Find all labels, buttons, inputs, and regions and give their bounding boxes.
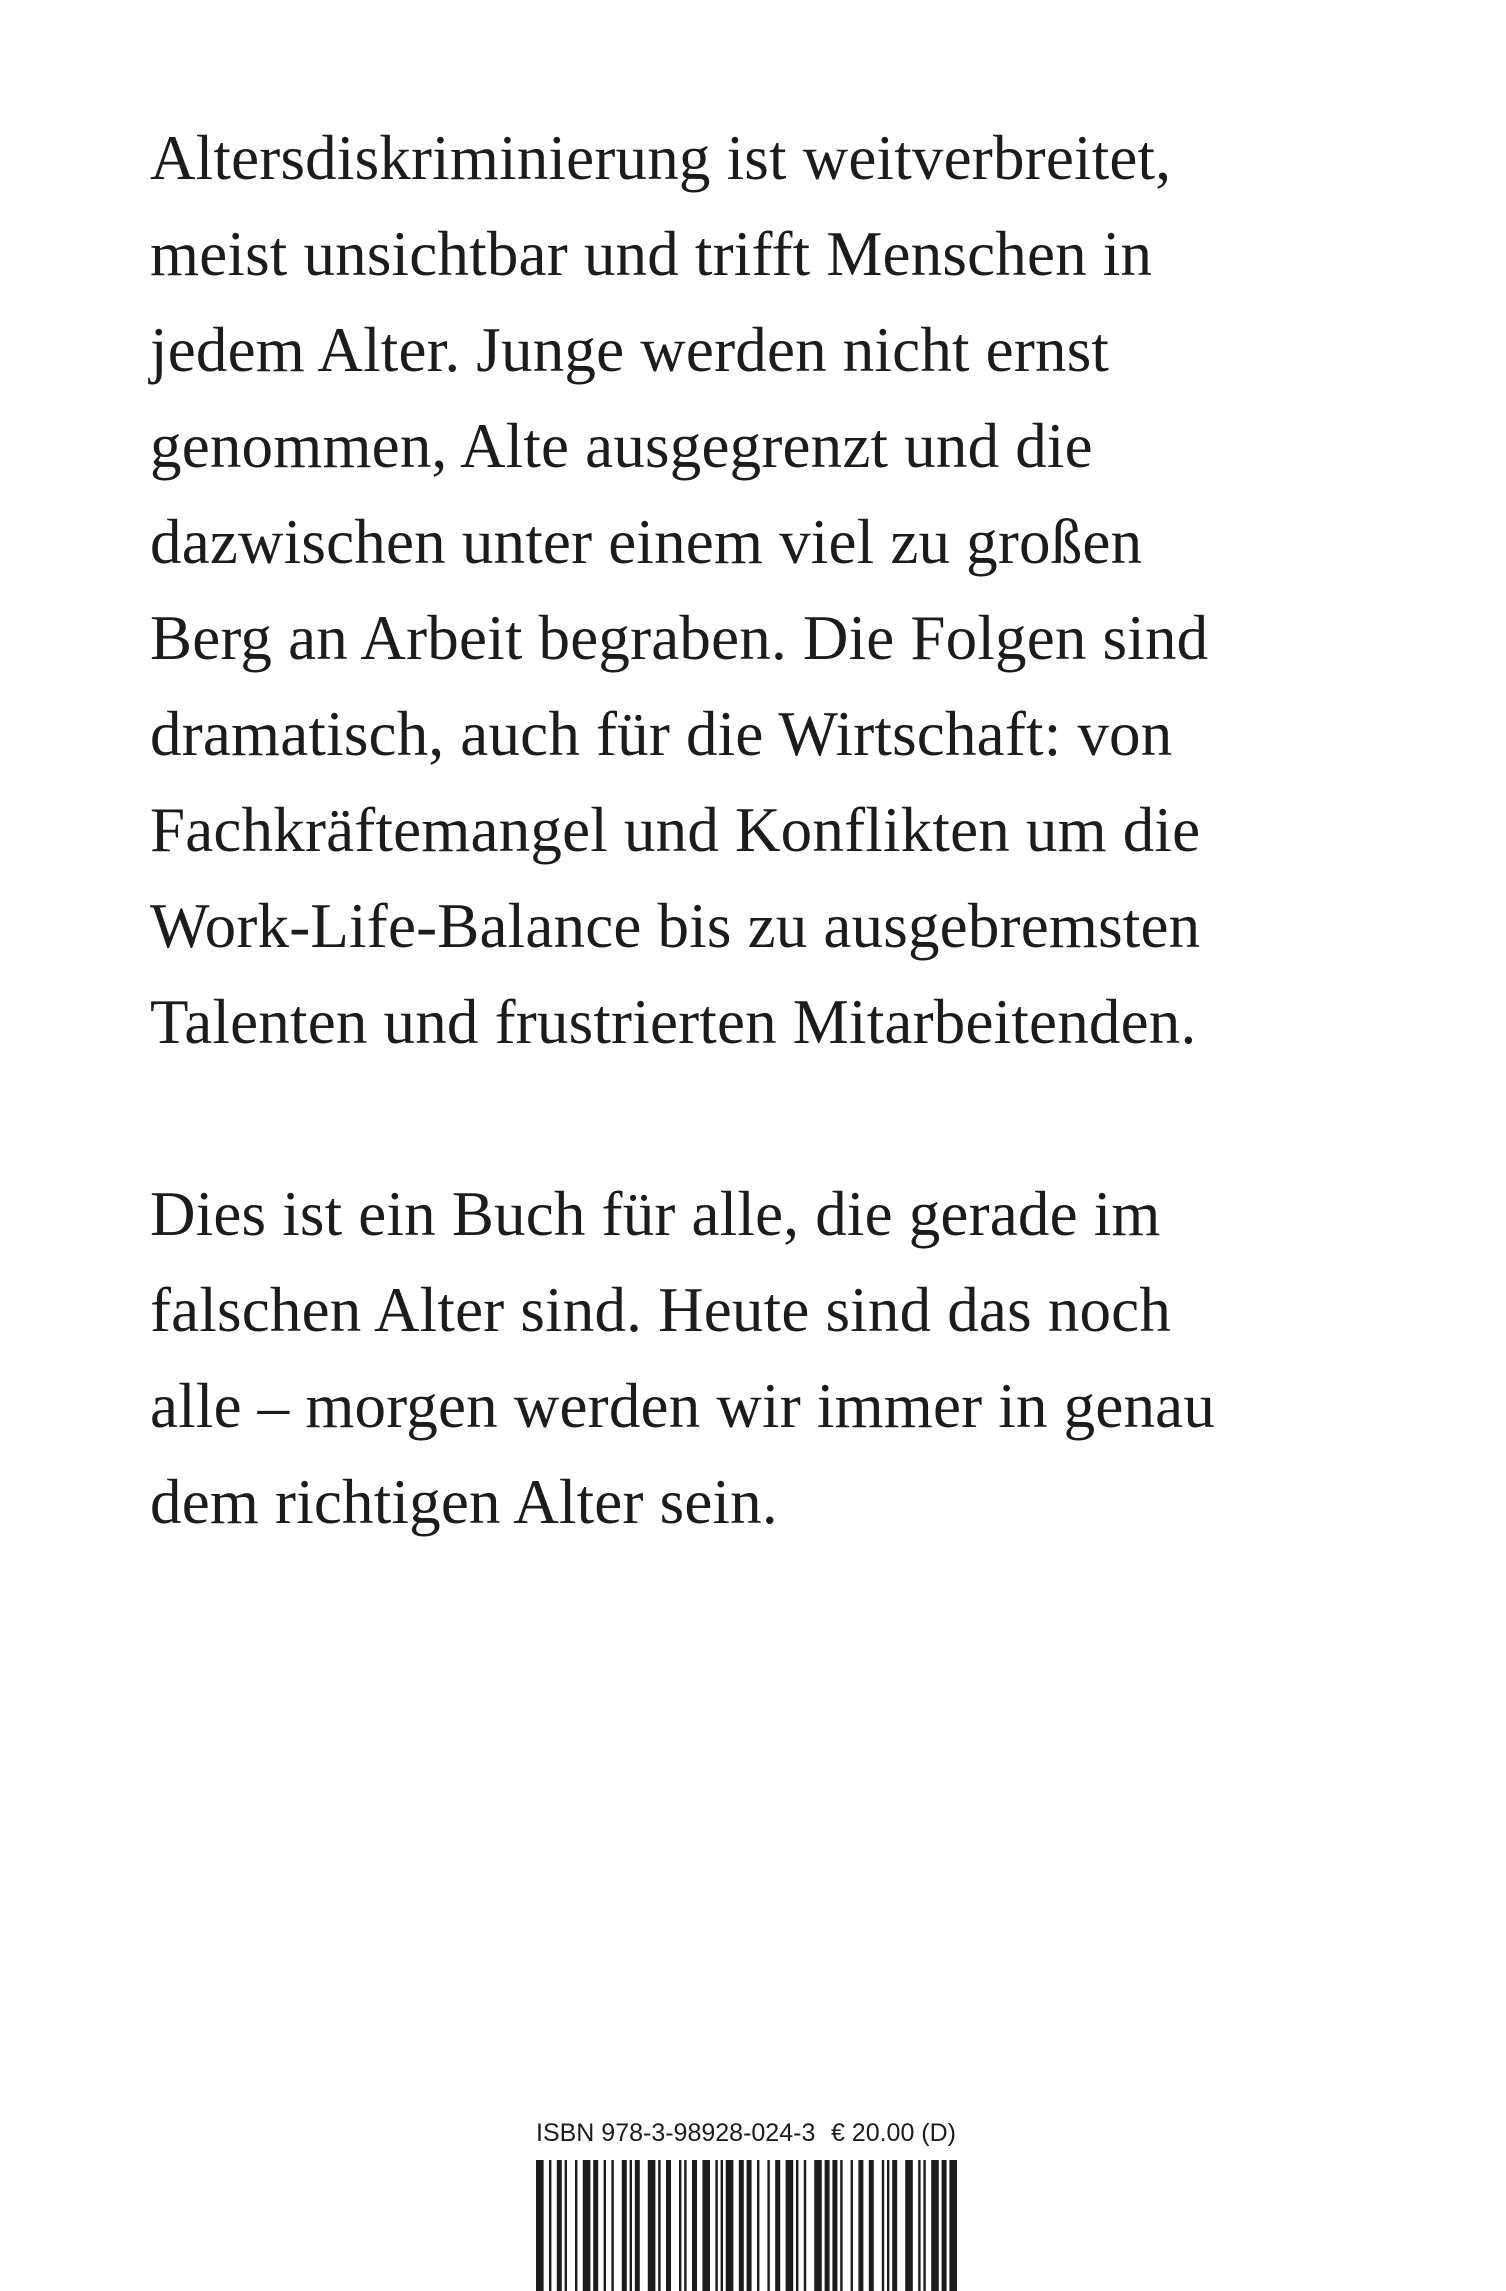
barcode-bar (858, 2160, 863, 2291)
barcode-bar (887, 2160, 889, 2291)
blurb-line: Berg an Arbeit begraben. Die Folgen sind (150, 603, 1209, 673)
barcode-bar (892, 2160, 897, 2291)
barcode-bar (825, 2160, 830, 2291)
barcode-bar (726, 2160, 734, 2291)
blurb-line: falschen Alter sind. Heute sind das noch (150, 1275, 1172, 1345)
blurb-line: dem richtigen Alter sein. (150, 1467, 778, 1537)
barcode-graphic (534, 2160, 958, 2291)
barcode-bar (942, 2160, 947, 2291)
barcode-bar (882, 2160, 884, 2291)
barcode-bar (804, 2160, 806, 2291)
back-cover-blurb (150, 110, 1390, 1550)
barcode-bar (658, 2160, 660, 2291)
barcode-caption (536, 2118, 956, 2148)
barcode-bar (684, 2160, 686, 2291)
barcode-bar (796, 2160, 798, 2291)
barcode-bar (635, 2160, 640, 2291)
barcode-bar (757, 2160, 759, 2291)
barcode-bar (905, 2160, 913, 2291)
barcode-bar (851, 2160, 853, 2291)
barcode-bar (767, 2160, 769, 2291)
barcode-bar (918, 2160, 920, 2291)
barcode-bar (949, 2160, 957, 2291)
barcode-bar (611, 2160, 613, 2291)
barcode-bar (832, 2160, 837, 2291)
isbn-label: ISBN 978-3-98928-024-3 (536, 2119, 816, 2147)
barcode-bar (775, 2160, 780, 2291)
barcode-bar (840, 2160, 842, 2291)
blurb-line: genommen, Alte ausgegrenzt und die (150, 411, 1093, 481)
barcode-bar (739, 2160, 744, 2291)
blurb-paragraph-1 (150, 110, 1390, 1070)
blurb-line: Dies ist ein Buch für alle, die gerade im (150, 1179, 1161, 1249)
barcode-bar (814, 2160, 822, 2291)
blurb-paragraph-2 (150, 1166, 1390, 1550)
barcode-block (530, 2118, 960, 2291)
barcode-bar (666, 2160, 671, 2291)
barcode-bar (931, 2160, 939, 2291)
barcode-bar (593, 2160, 598, 2291)
barcode-bar (630, 2160, 632, 2291)
barcode-bar (575, 2160, 577, 2291)
barcode-bar (721, 2160, 723, 2291)
blurb-line: meist unsichtbar und trifft Menschen in (150, 219, 1153, 289)
barcode-bar (923, 2160, 925, 2291)
barcode-bar (692, 2160, 697, 2291)
barcode-bar (565, 2160, 567, 2291)
barcode-bar (679, 2160, 681, 2291)
price-label: € 20.00 (D) (830, 2119, 956, 2147)
barcode-bar (869, 2160, 874, 2291)
barcode-bar (604, 2160, 606, 2291)
blurb-line: Talenten und frustrierten Mitarbeitenden. (150, 987, 1197, 1057)
blurb-line: dramatisch, auch für die Wirtschaft: von (150, 699, 1173, 769)
barcode-bar (786, 2160, 794, 2291)
blurb-line: dazwischen unter einem viel zu großen (150, 507, 1143, 577)
blurb-line: jedem Alter. Junge werden nicht ernst (150, 315, 1110, 385)
blurb-line: Work-Life-Balance bis zu ausgebremsten (150, 891, 1201, 961)
barcode-bar (583, 2160, 591, 2291)
barcode-bar (648, 2160, 656, 2291)
barcode-bar (702, 2160, 710, 2291)
blurb-line: Fachkräftemangel und Konflikten um die (150, 795, 1201, 865)
barcode-bar (557, 2160, 562, 2291)
barcode-bar (622, 2160, 627, 2291)
barcode-bar (536, 2160, 544, 2291)
blurb-line: Altersdiskriminierung ist weitverbreitet, (150, 123, 1172, 193)
barcode-bar (747, 2160, 752, 2291)
blurb-line: alle – morgen werden wir immer in genau (150, 1371, 1216, 1441)
barcode-bar (715, 2160, 717, 2291)
barcode-bar (549, 2160, 551, 2291)
